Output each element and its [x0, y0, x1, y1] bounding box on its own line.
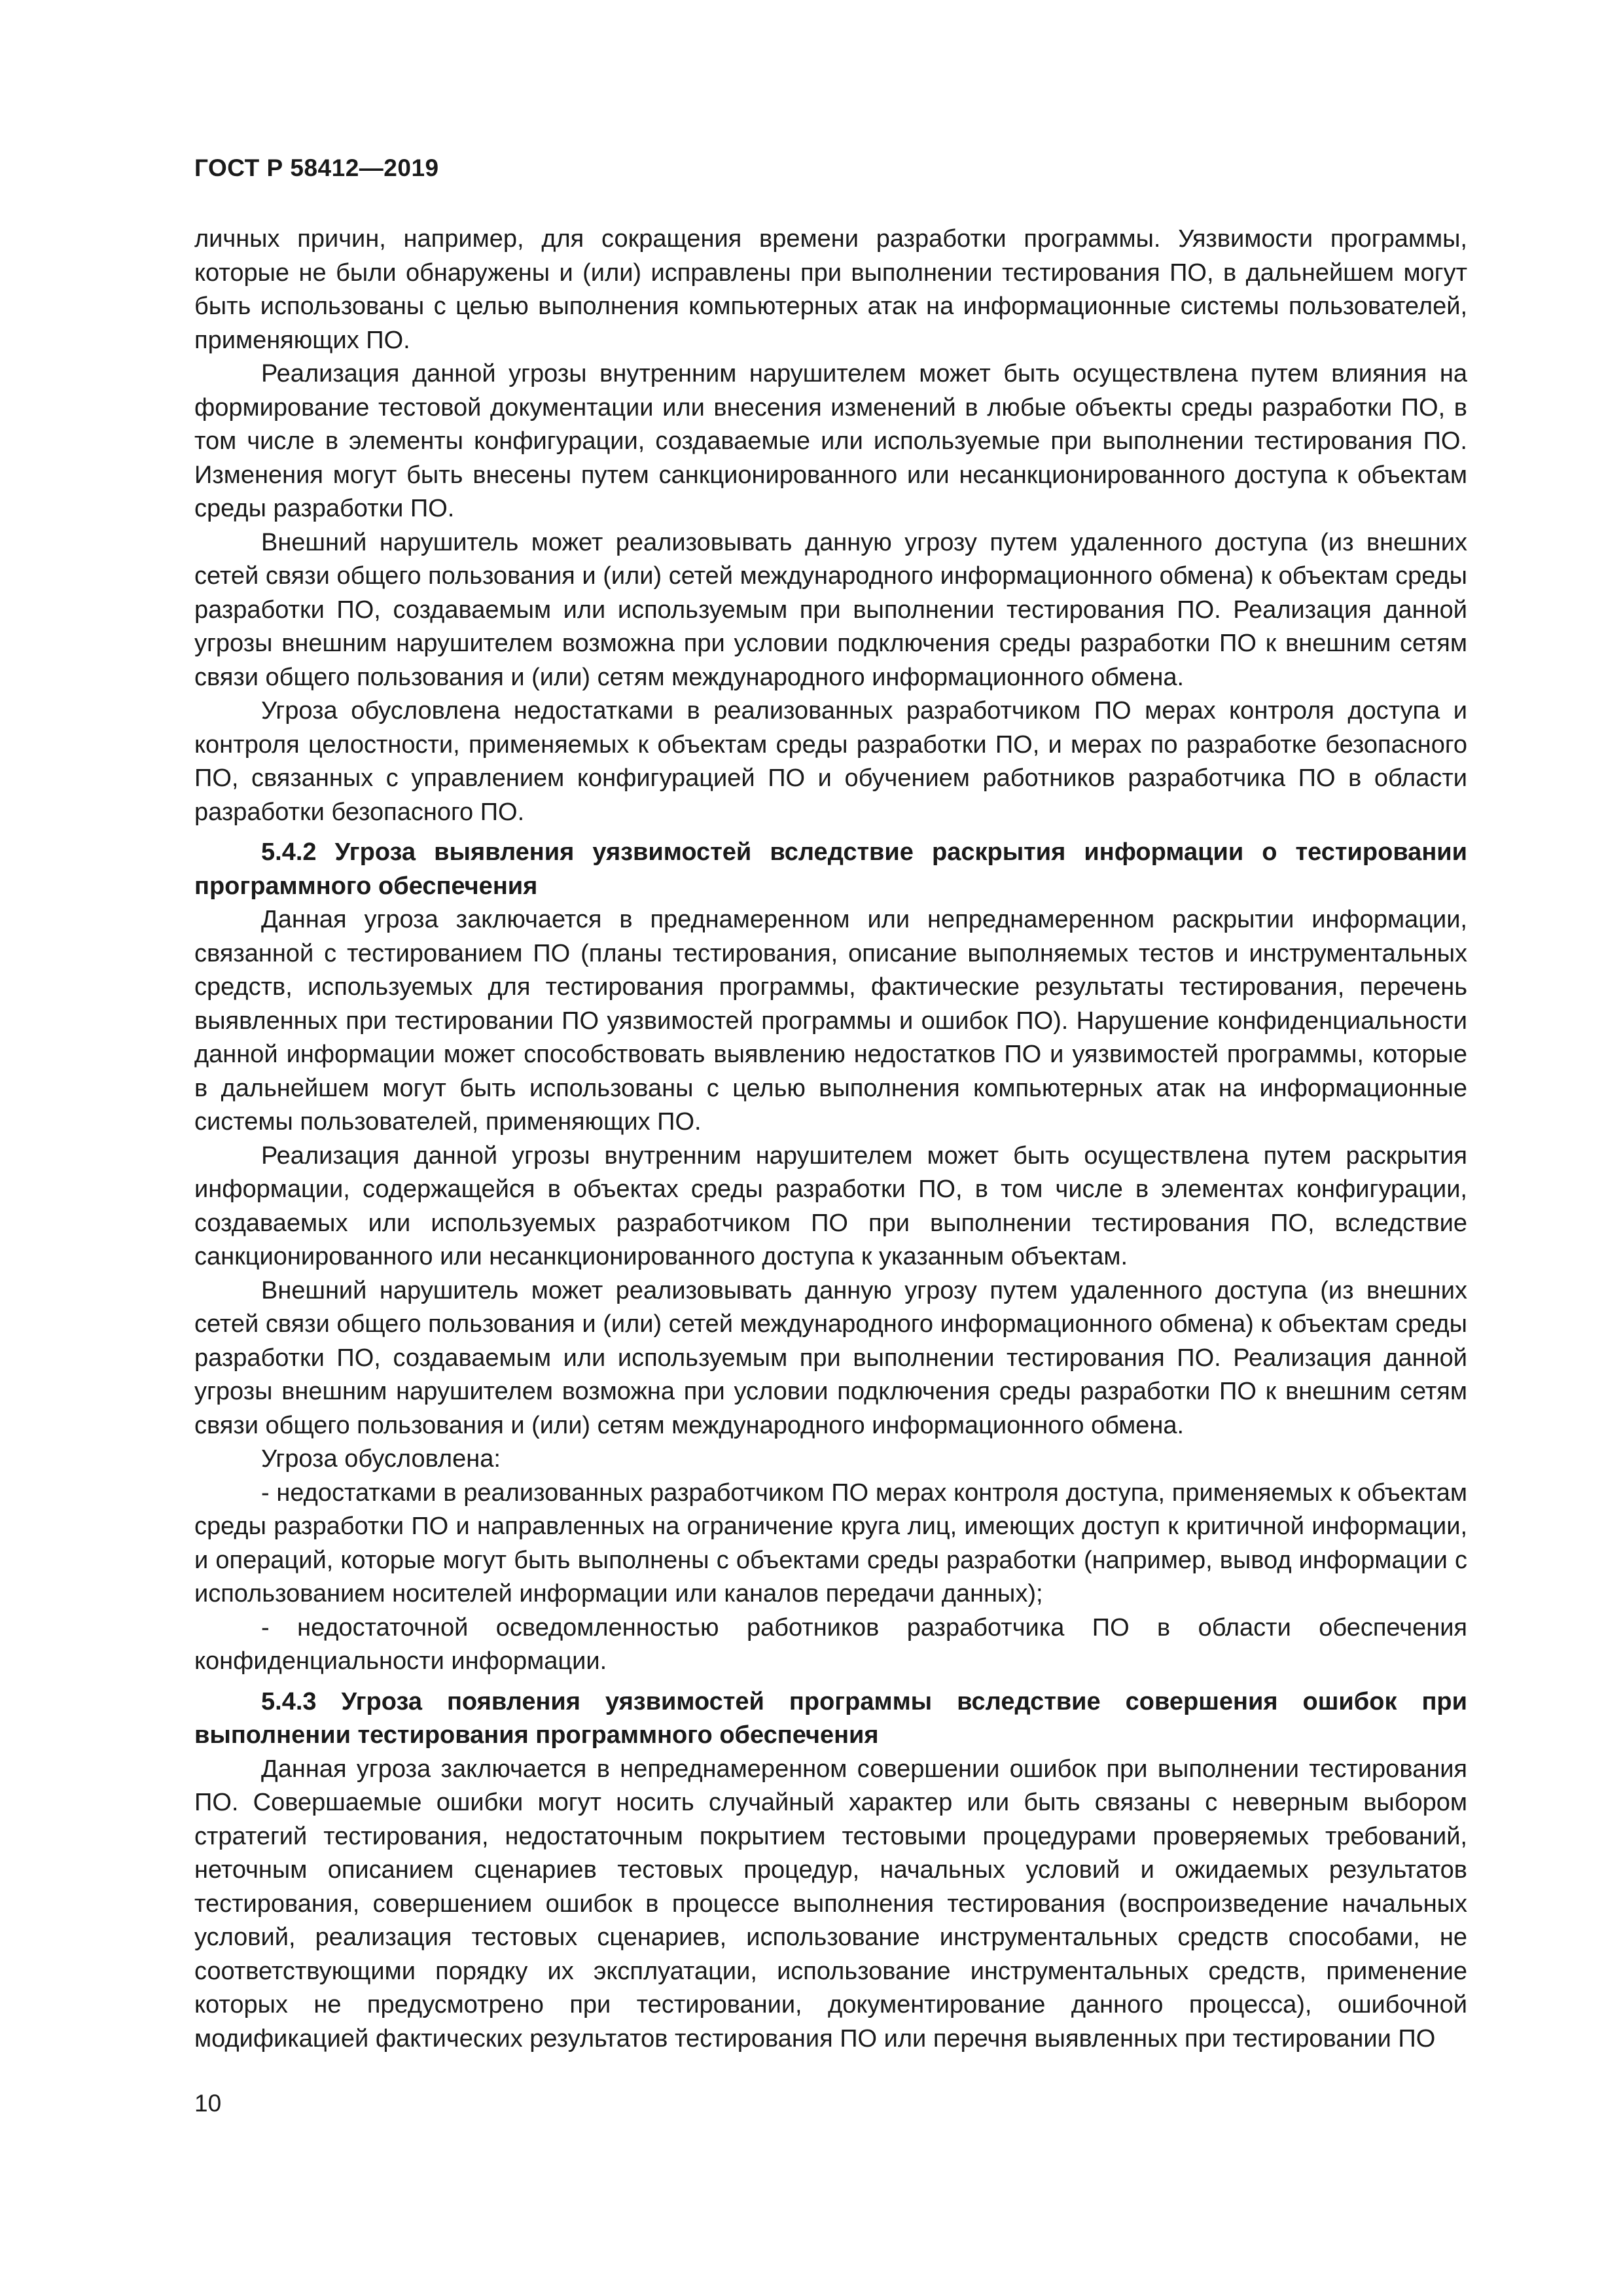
- paragraph: Угроза обусловлена недостатками в реализованных разработчиком ПО мерах контроля доступа и контроля целостности, применяемых к объектам среды разработки ПО, и мерах по разработке безопасного ПО, связанных с управлением конфигурацией ПО и обучением работников разработчика ПО в области разработки безопасного ПО.: [194, 697, 1467, 826]
- page-number: 10: [194, 2090, 222, 2117]
- paragraph: Внешний нарушитель может реализовывать данную угрозу путем удаленного доступа (из внешних сетей связи общего пользования и (или) сетей международного информационного обмена) к объектам среды разработки ПО, создаваемым или используемым при выполнении тестирования ПО. Реализация данной угрозы внешним нарушителем возможна при условии подключения среды разработки ПО к внешним сетям связи общего пользования и (или) сетям международного информационного обмена.: [194, 528, 1467, 691]
- section-heading-5-4-3: 5.4.3 Угроза появления уязвимостей программы вследствие совершения ошибок при выполнении тестирования программного обеспечения: [194, 1687, 1467, 1749]
- paragraph: Данная угроза заключается в непреднамеренном совершении ошибок при выполнении тестирования ПО. Совершаемые ошибки могут носить случайный характер или быть связаны с неверным выбором стратегий тестирования, недостаточным покрытием тестовыми процедурами проверяемых требований, неточным описанием сценариев тестовых процедур, начальных условий и ожидаемых результатов тестирования, совершением ошибок в процессе выполнения тестирования (воспроизведение начальных условий, реализация тестовых сценариев, использование инструментальных средств способами, не соответствующими порядку их эксплуатации, использование инструментальных средств, применение которых не предусмотрено при тестировании, документирование данного процесса), ошибочной модификацией фактических результатов тестирования ПО или перечня выявленных при тестировании ПО: [194, 1755, 1467, 2053]
- paragraph: Реализация данной угрозы внутренним нарушителем может быть осуществлена путем влияния на формирование тестовой документации или внесения изменений в любые объекты среды разработки ПО, в том числе в элементы конфигурации, создаваемые или используемые при выполнении тестирования ПО. Изменения могут быть внесены путем санкционированного или несанкционированного доступа к объектам среды разработки ПО.: [194, 360, 1467, 522]
- paragraph: Данная угроза заключается в преднамеренном или непреднамеренном раскрытии информации, связанной с тестированием ПО (планы тестирования, описание выполняемых тестов и инструментальных средств, используемых для тестирования программы, фактические результаты тестирования, перечень выявленных при тестировании ПО уязвимостей программы и ошибок ПО). Нарушение конфиденциальности данной информации может способствовать выявлению недостатков ПО и уязвимостей программы, которые в дальнейшем могут быть использованы с целью выполнения компьютерных атак на информационные системы пользователей, применяющих ПО.: [194, 906, 1467, 1136]
- paragraph: Угроза обусловлена:: [261, 1445, 501, 1473]
- standard-id-header: ГОСТ Р 58412—2019: [194, 154, 439, 181]
- section-heading-5-4-2: 5.4.2 Угроза выявления уязвимостей вследствие раскрытия информации о тестировании программного обеспечения: [194, 838, 1467, 900]
- paragraph-continuation: личных причин, например, для сокращения времени разработки программы. Уязвимости программы, которые не были обнаружены и (или) исправлены при выполнении тестирования ПО, в дальнейшем могут быть использованы с целью выполнения компьютерных атак на информационные системы пользователей, применяющих ПО.: [194, 225, 1467, 354]
- paragraph: Реализация данной угрозы внутренним нарушителем может быть осуществлена путем раскрытия информации, содержащейся в объектах среды разработки ПО, в том числе в элементах конфигурации, создаваемых или используемых разработчиком ПО при выполнении тестирования ПО, вследствие санкционированного или несанкционированного доступа к указанным объектам.: [194, 1141, 1467, 1270]
- list-item: - недостатками в реализованных разработчиком ПО мерах контроля доступа, применяемых к объектам среды разработки ПО и направленных на ограничение круга лиц, имеющих доступ к критичной информации, и операций, которые могут быть выполнены с объектами среды разработки (например, вывод информации с использованием носителей информации или каналов передачи данных);: [194, 1479, 1467, 1607]
- paragraph: Внешний нарушитель может реализовывать данную угрозу путем удаленного доступа (из внешних сетей связи общего пользования и (или) сетей международного информационного обмена) к объектам среды разработки ПО, создаваемым или используемым при выполнении тестирования ПО. Реализация данной угрозы внешним нарушителем возможна при условии подключения среды разработки ПО к внешним сетям связи общего пользования и (или) сетям международного информационного обмена.: [194, 1276, 1467, 1439]
- document-body: [194, 223, 1467, 2056]
- list-item: - недостаточной осведомленностью работников разработчика ПО в области обеспечения конфиденциальности информации.: [194, 1613, 1467, 1675]
